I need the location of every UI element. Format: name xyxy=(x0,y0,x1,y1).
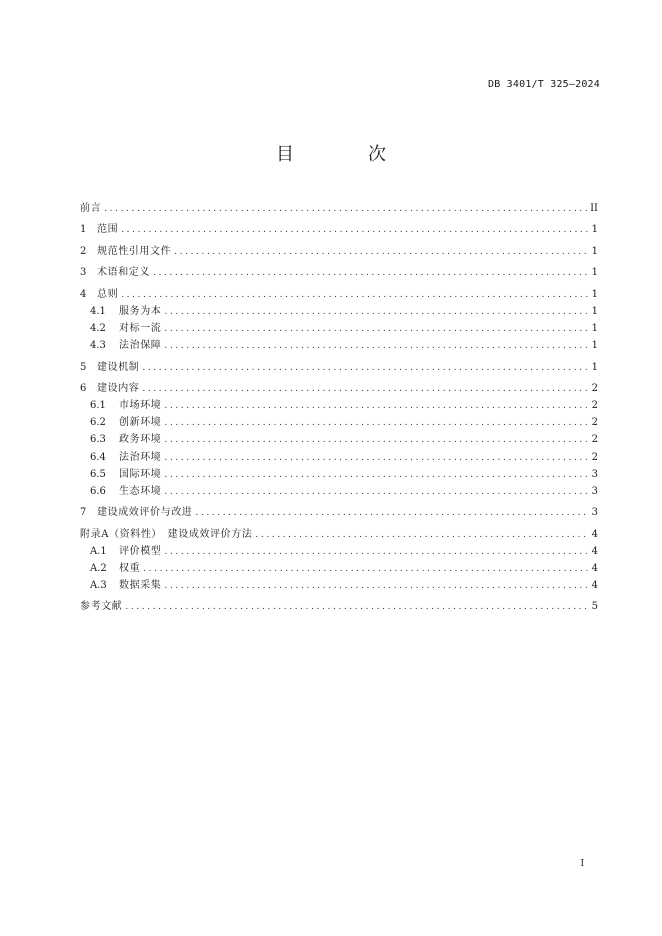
toc-page-number: 4 xyxy=(591,528,598,540)
toc-text: 数据采集 xyxy=(119,580,162,591)
toc-entry-6-6[interactable] xyxy=(80,483,598,500)
toc-entry-6-2[interactable] xyxy=(80,414,598,431)
toc-number: 4 xyxy=(80,288,87,300)
page-title: 目 次 xyxy=(276,144,414,165)
dot-leader xyxy=(164,304,588,321)
toc-number: 6.1 xyxy=(90,400,106,412)
toc-page-number: 1 xyxy=(591,288,598,300)
toc-page-number: 2 xyxy=(591,383,598,395)
toc-page-number: 1 xyxy=(591,245,598,257)
toc-text: 评价模型 xyxy=(119,545,162,557)
toc-text: 建设机制 xyxy=(97,361,140,373)
dot-leader xyxy=(164,578,588,595)
toc-number: A.2 xyxy=(90,562,107,574)
toc-text: 建设内容 xyxy=(97,383,140,395)
toc-entry-4-3[interactable] xyxy=(80,337,598,354)
dot-leader xyxy=(143,561,588,578)
toc-page-number: 4 xyxy=(591,580,598,591)
dot-leader xyxy=(121,287,588,304)
toc-page-number: 4 xyxy=(591,562,598,574)
dot-leader xyxy=(164,484,588,501)
toc-text: 权重 xyxy=(119,562,141,574)
toc-page-number: 2 xyxy=(591,400,598,412)
toc-text: 政务环境 xyxy=(119,434,162,446)
toc-entry-a-1[interactable] xyxy=(80,543,598,560)
toc-text: 法治环境 xyxy=(119,451,162,463)
toc-number: A.1 xyxy=(90,545,107,557)
toc-entry-4-2[interactable] xyxy=(80,320,598,337)
dot-leader xyxy=(164,467,588,484)
dot-leader xyxy=(164,398,588,415)
toc-number: 2 xyxy=(80,245,87,257)
toc-entry-foreword[interactable] xyxy=(80,200,598,217)
toc-page-number: 1 xyxy=(591,306,598,318)
toc-entry-2[interactable] xyxy=(80,243,598,260)
toc-entry-references[interactable] xyxy=(80,598,598,615)
toc-page-number: 1 xyxy=(591,323,598,335)
toc-number: 5 xyxy=(80,361,87,373)
toc-text: 参考文献 xyxy=(80,601,123,613)
toc-number: 4.1 xyxy=(90,306,106,318)
toc-entry-a-3[interactable] xyxy=(80,577,598,594)
dot-leader xyxy=(255,527,588,544)
toc-number: A.3 xyxy=(90,580,107,591)
toc-entry-1[interactable] xyxy=(80,221,598,238)
toc-text: 规范性引用文件 xyxy=(97,245,172,257)
toc-entry-appendix-a[interactable] xyxy=(80,526,598,543)
dot-leader xyxy=(164,321,588,338)
toc-page-number: 3 xyxy=(591,468,598,480)
toc-text: 对标一流 xyxy=(119,323,162,335)
toc-text: 服务为本 xyxy=(119,306,162,318)
toc-page-number: 3 xyxy=(591,485,598,497)
toc-number: 7 xyxy=(80,507,87,519)
toc-page-number: 2 xyxy=(591,451,598,463)
toc-page-number: 4 xyxy=(591,545,598,557)
dot-leader xyxy=(125,599,588,616)
toc-text: 范围 xyxy=(97,224,119,236)
toc-text: 附录A（资料性） 建设成效评价方法 xyxy=(80,528,253,540)
toc-text: 国际环境 xyxy=(119,468,162,480)
toc-number: 4.3 xyxy=(90,340,106,352)
dot-leader xyxy=(104,201,587,218)
dot-leader xyxy=(153,265,589,282)
dot-leader xyxy=(164,338,588,355)
toc-entry-4[interactable] xyxy=(80,286,598,303)
toc-page-number: 1 xyxy=(591,224,598,236)
toc-text: 法治保障 xyxy=(119,340,162,352)
toc-number: 6.6 xyxy=(90,485,106,497)
toc-text: 术语和定义 xyxy=(97,267,150,279)
dot-leader xyxy=(174,244,588,261)
dot-leader xyxy=(164,415,588,432)
toc-text: 生态环境 xyxy=(119,485,162,497)
toc-number: 6 xyxy=(80,383,87,395)
toc-entry-4-1[interactable] xyxy=(80,303,598,320)
toc-page-number: 2 xyxy=(591,434,598,446)
toc-page-number: 1 xyxy=(591,340,598,352)
toc-page-number: 2 xyxy=(591,417,598,429)
toc-text: 总则 xyxy=(97,288,119,300)
toc-entry-7[interactable] xyxy=(80,504,598,521)
toc-text: 创新环境 xyxy=(119,417,162,429)
toc-page-number: 5 xyxy=(591,601,598,613)
toc-entry-6-5[interactable] xyxy=(80,466,598,483)
table-of-contents xyxy=(80,200,598,616)
dot-leader xyxy=(164,450,588,467)
toc-text: 市场环境 xyxy=(119,400,162,412)
toc-page-number: II xyxy=(590,203,598,214)
toc-page-number: 3 xyxy=(591,507,598,519)
toc-text: 前言 xyxy=(80,203,102,214)
dot-leader xyxy=(195,505,588,522)
dot-leader xyxy=(142,381,588,398)
toc-entry-6-3[interactable] xyxy=(80,431,598,448)
toc-number: 6.2 xyxy=(90,417,106,429)
dot-leader xyxy=(142,360,588,377)
toc-number: 3 xyxy=(80,267,87,279)
document-code: DB 3401/T 325—2024 xyxy=(488,79,600,90)
toc-text: 建设成效评价与改进 xyxy=(97,507,193,519)
toc-entry-6-4[interactable] xyxy=(80,449,598,466)
toc-entry-3[interactable] xyxy=(80,264,598,281)
toc-entry-5[interactable] xyxy=(80,359,598,376)
dot-leader xyxy=(164,432,588,449)
page-number: I xyxy=(580,859,584,869)
toc-entry-6[interactable] xyxy=(80,380,598,397)
toc-entry-6-1[interactable] xyxy=(80,397,598,414)
toc-number: 6.3 xyxy=(90,434,106,446)
toc-entry-a-2[interactable] xyxy=(80,560,598,577)
toc-page-number: 1 xyxy=(591,361,598,373)
dot-leader xyxy=(121,222,588,239)
toc-number: 6.5 xyxy=(90,468,106,480)
dot-leader xyxy=(164,544,588,561)
toc-number: 4.2 xyxy=(90,323,106,335)
toc-number: 6.4 xyxy=(90,451,106,463)
toc-page-number: 1 xyxy=(591,267,598,279)
toc-number: 1 xyxy=(80,224,87,236)
